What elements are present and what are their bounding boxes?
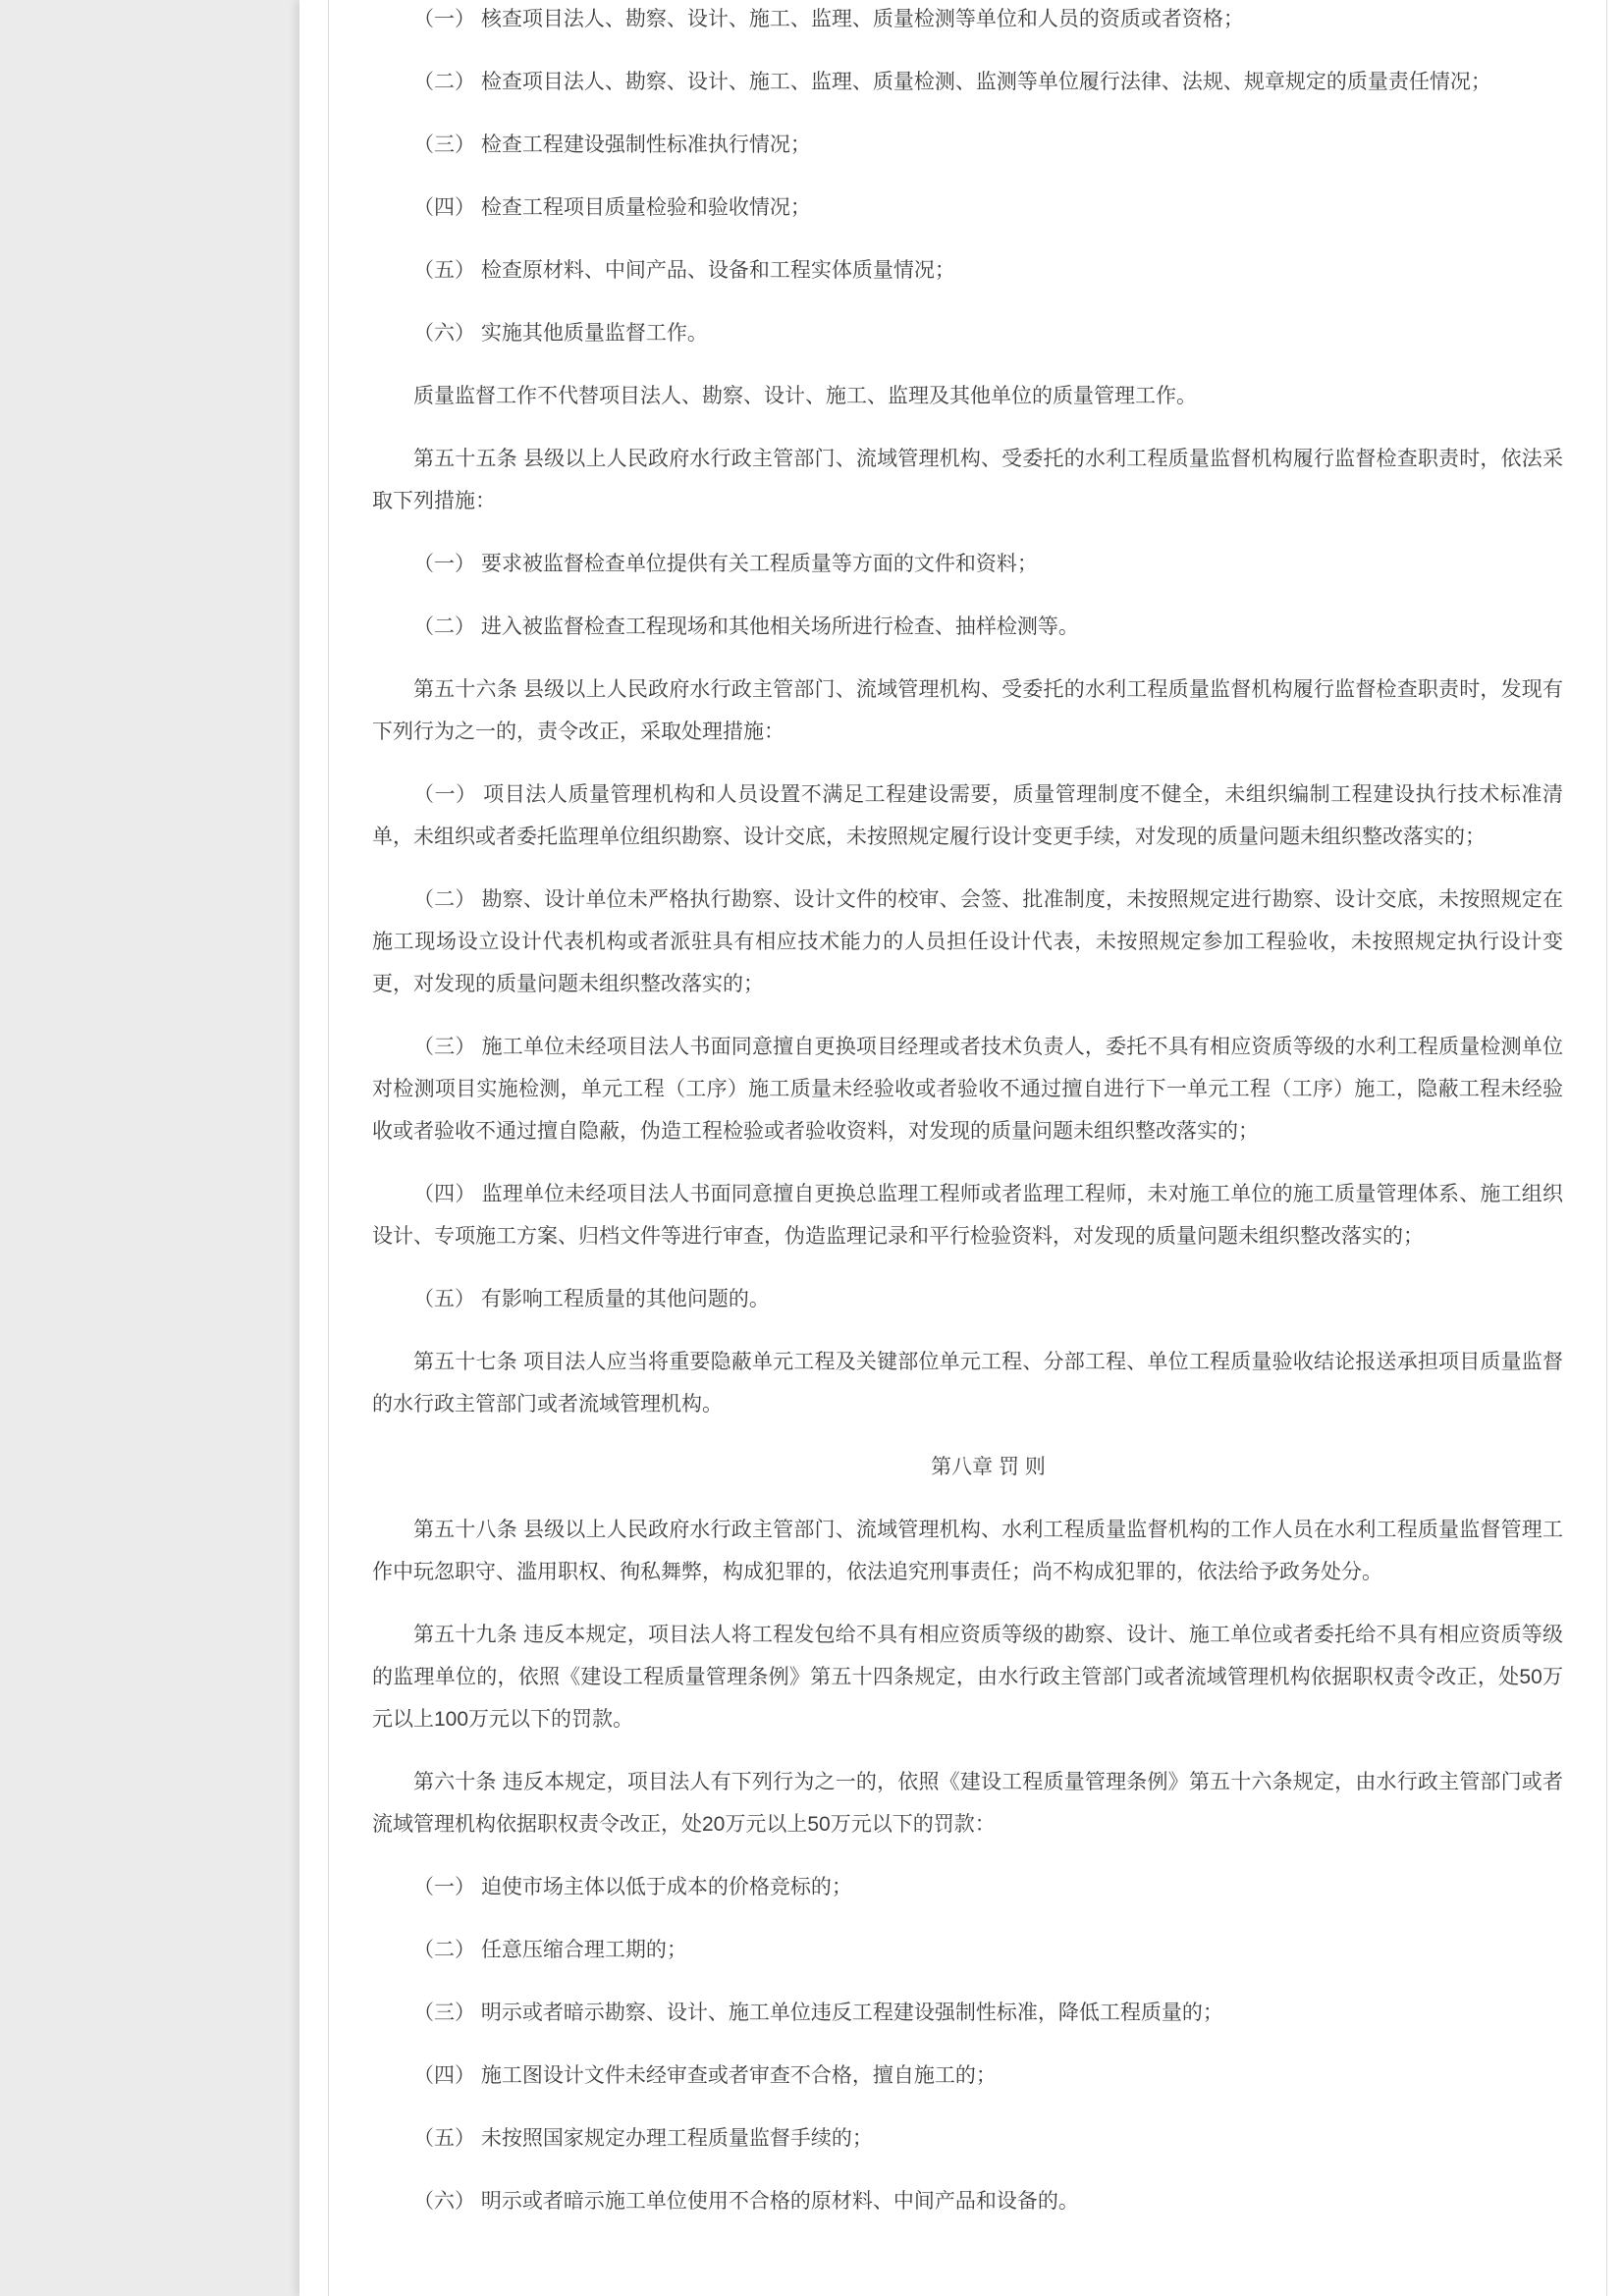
article-paragraph: （四） 监理单位未经项目法人书面同意擅自更换总监理工程师或者监理工程师，未对施工单位的施工质量管理体系、施工组织设计、专项施工方案、归档文件等进行审查，伪造监理记录和平行检验资料，对发现的质量问题未组织整改落实的； <box>372 1183 1563 1248</box>
article-paragraph: （三） 检查工程建设强制性标准执行情况； <box>413 133 811 156</box>
article-paragraph: （一） 要求被监督检查单位提供有关工程质量等方面的文件和资料； <box>413 553 1038 575</box>
article-paragraph: 第五十七条 项目法人应当将重要隐蔽单元工程及关键部位单元工程、分部工程、单位工程质量验收结论报送承担项目质量监督的水行政主管部门或者流域管理机构。 <box>372 1351 1563 1415</box>
article-paragraph: （一） 项目法人质量管理机构和人员设置不满足工程建设需要，质量管理制度不健全，未组织编制工程建设执行技术标准清单，未组织或者委托监理单位组织勘察、设计交底，未按照规定履行设计变更手续，对发现的质量问题未组织整改落实的； <box>372 783 1563 848</box>
article-paragraph: （三） 施工单位未经项目法人书面同意擅自更换项目经理或者技术负责人，委托不具有相应资质等级的水利工程质量检测单位对检测项目实施检测，单元工程（工序）施工质量未经验收或者验收不通过擅自进行下一单元工程（工序）施工，隐蔽工程未经验收或者验收不通过擅自隐蔽，伪造工程检验或者验收资料，对发现的质量问题未组织整改落实的； <box>372 1036 1563 1143</box>
article-paragraph: （六） 实施其他质量监督工作。 <box>413 322 708 345</box>
article-body <box>372 0 1563 2222</box>
article-container <box>328 0 1607 2296</box>
article-paragraph: （五） 未按照国家规定办理工程质量监督手续的； <box>413 2127 873 2150</box>
article-paragraph: （二） 检查项目法人、勘察、设计、施工、监理、质量检测、监测等单位履行法律、法规、规章规定的质量责任情况； <box>413 71 1491 93</box>
content-panel <box>299 0 1623 2296</box>
chapter-heading: 第八章 罚 则 <box>931 1456 1046 1478</box>
article-paragraph: （三） 明示或者暗示勘察、设计、施工单位违反工程建设强制性标准，降低工程质量的； <box>413 2002 1223 2024</box>
article-paragraph: 第六十条 违反本规定，项目法人有下列行为之一的，依照《建设工程质量管理条例》第五十六条规定，由水行政主管部门或者流域管理机构依据职权责令改正，处20万元以上50万元以下的罚款： <box>372 1771 1563 1836</box>
article-paragraph: （二） 勘察、设计单位未严格执行勘察、设计文件的校审、会签、批准制度，未按照规定进行勘察、设计交底，未按照规定在施工现场设立设计代表机构或者派驻具有相应技术能力的人员担任设计代表，未按照规定参加工程验收，未按照规定执行设计变更，对发现的质量问题未组织整改落实的； <box>372 888 1563 995</box>
article-paragraph: （五） 检查原材料、中间产品、设备和工程实体质量情况； <box>413 259 955 282</box>
article-paragraph: （六） 明示或者暗示施工单位使用不合格的原材料、中间产品和设备的。 <box>413 2190 1079 2213</box>
article-paragraph: （四） 检查工程项目质量检验和验收情况； <box>413 196 811 219</box>
article-paragraph: 质量监督工作不代替项目法人、勘察、设计、施工、监理及其他单位的质量管理工作。 <box>413 385 1197 407</box>
article-paragraph: （二） 进入被监督检查工程现场和其他相关场所进行检查、抽样检测等。 <box>413 615 1079 638</box>
article-paragraph: （五） 有影响工程质量的其他问题的。 <box>413 1288 770 1310</box>
article-paragraph: （一） 迫使市场主体以低于成本的价格竞标的； <box>413 1876 852 1898</box>
article-paragraph: （四） 施工图设计文件未经审查或者审查不合格，擅自施工的； <box>413 2064 997 2087</box>
article-paragraph: （二） 任意压缩合理工期的； <box>413 1939 687 1961</box>
article-paragraph: 第五十六条 县级以上人民政府水行政主管部门、流域管理机构、受委托的水利工程质量监督机构履行监督检查职责时，发现有下列行为之一的，责令改正，采取处理措施： <box>372 678 1563 743</box>
article-paragraph: （一） 核查项目法人、勘察、设计、施工、监理、质量检测等单位和人员的资质或者资格； <box>413 8 1244 30</box>
article-paragraph: 第五十五条 县级以上人民政府水行政主管部门、流域管理机构、受委托的水利工程质量监督机构履行监督检查职责时，依法采取下列措施： <box>372 448 1563 512</box>
article-paragraph: 第五十九条 违反本规定，项目法人将工程发包给不具有相应资质等级的勘察、设计、施工单位或者委托给不具有相应资质等级的监理单位的，依照《建设工程质量管理条例》第五十四条规定，由水行政主管部门或者流域管理机构依据职权责令改正，处50万元以上100万元以下的罚款。 <box>372 1624 1563 1731</box>
article-paragraph: 第五十八条 县级以上人民政府水行政主管部门、流域管理机构、水利工程质量监督机构的工作人员在水利工程质量监督管理工作中玩忽职守、滥用职权、徇私舞弊，构成犯罪的，依法追究刑事责任；尚不构成犯罪的，依法给予政务处分。 <box>372 1519 1563 1583</box>
